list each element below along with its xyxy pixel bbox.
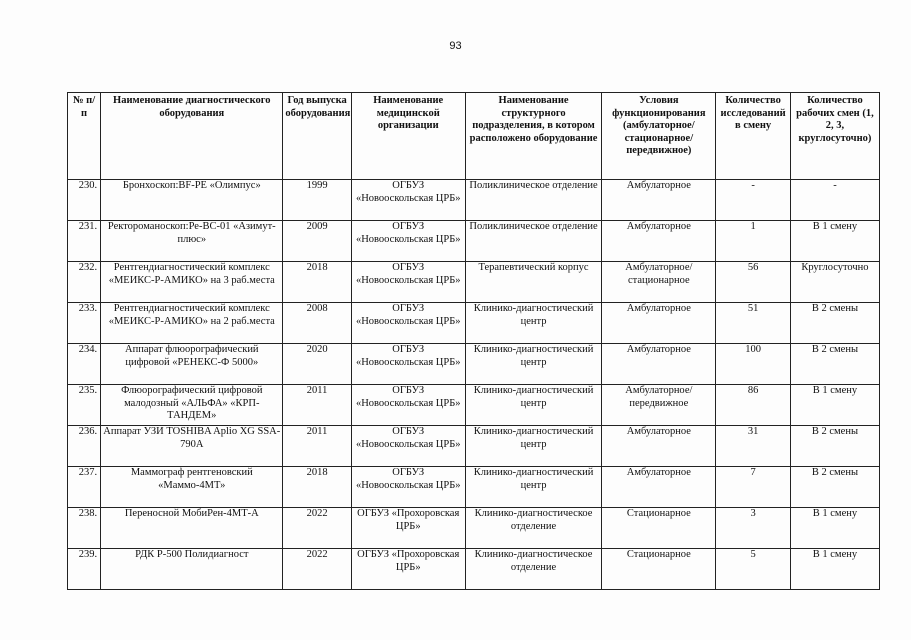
shifts: В 1 смену — [790, 221, 879, 262]
equipment-name: Ректороманоскоп:Ре-ВС-01 «Азимут-плюс» — [101, 221, 283, 262]
studies-per-shift: 56 — [716, 262, 791, 303]
organization: ОГБУЗ «Новооскольская ЦРБ» — [351, 344, 465, 385]
table-row — [68, 180, 880, 221]
page-number: 93 — [449, 40, 462, 52]
department: Клинико-диагностический центр — [465, 344, 602, 385]
studies-per-shift: 100 — [716, 344, 791, 385]
header-conditions: Условия функционирования (амбулаторное/ стационарное/ передвижное) — [602, 93, 716, 180]
row-number: 233. — [68, 303, 101, 344]
conditions: Амбулаторное — [602, 221, 716, 262]
shifts: Круглосуточно — [790, 262, 879, 303]
studies-per-shift: 5 — [716, 549, 791, 590]
conditions: Амбулаторное/ стационарное — [602, 262, 716, 303]
year: 2018 — [283, 262, 351, 303]
header-year: Год выпуска оборудования — [283, 93, 351, 180]
shifts: В 1 смену — [790, 549, 879, 590]
shifts: В 2 смены — [790, 467, 879, 508]
studies-per-shift: 31 — [716, 426, 791, 467]
conditions: Амбулаторное — [602, 303, 716, 344]
organization: ОГБУЗ «Новооскольская ЦРБ» — [351, 303, 465, 344]
table-row — [68, 467, 880, 508]
studies-per-shift: 51 — [716, 303, 791, 344]
header-shifts: Количество рабочих смен (1, 2, 3, круглосуточно) — [790, 93, 879, 180]
table-row — [68, 549, 880, 590]
conditions: Стационарное — [602, 508, 716, 549]
organization: ОГБУЗ «Новооскольская ЦРБ» — [351, 180, 465, 221]
organization: ОГБУЗ «Новооскольская ЦРБ» — [351, 262, 465, 303]
year: 2018 — [283, 467, 351, 508]
table-row — [68, 344, 880, 385]
year: 2020 — [283, 344, 351, 385]
year: 2011 — [283, 426, 351, 467]
table-row — [68, 262, 880, 303]
conditions: Амбулаторное — [602, 467, 716, 508]
shifts: В 1 смену — [790, 508, 879, 549]
row-number: 234. — [68, 344, 101, 385]
shifts: - — [790, 180, 879, 221]
equipment-table — [67, 92, 880, 590]
department: Терапевтический корпус — [465, 262, 602, 303]
table-row — [68, 385, 880, 426]
organization: ОГБУЗ «Новооскольская ЦРБ» — [351, 467, 465, 508]
year: 2008 — [283, 303, 351, 344]
equipment-name: Бронхоскоп:BF-PE «Олимпус» — [101, 180, 283, 221]
row-number: 238. — [68, 508, 101, 549]
equipment-name: Флюорографический цифровой малодозный «АЛЬФА» «КРП-ТАНДЕМ» — [101, 385, 283, 426]
conditions: Амбулаторное — [602, 180, 716, 221]
row-number: 232. — [68, 262, 101, 303]
header-equipment-name: Наименование диагностического оборудования — [101, 93, 283, 180]
shifts: В 1 смену — [790, 385, 879, 426]
conditions: Амбулаторное — [602, 344, 716, 385]
row-number: 230. — [68, 180, 101, 221]
department: Клинико-диагностический центр — [465, 426, 602, 467]
table-header-row — [68, 93, 880, 180]
conditions: Амбулаторное/ передвижное — [602, 385, 716, 426]
year: 2009 — [283, 221, 351, 262]
organization: ОГБУЗ «Прохоровская ЦРБ» — [351, 549, 465, 590]
shifts: В 2 смены — [790, 344, 879, 385]
row-number: 235. — [68, 385, 101, 426]
header-number: № п/п — [68, 93, 101, 180]
header-department: Наименование структурного подразделения, в котором расположено оборудование — [465, 93, 602, 180]
table-row — [68, 303, 880, 344]
studies-per-shift: - — [716, 180, 791, 221]
header-studies-per-shift: Количество исследований в смену — [716, 93, 791, 180]
row-number: 239. — [68, 549, 101, 590]
equipment-name: Рентгендиагностический комплекс «МЕИКС-Р-АМИКО» на 3 раб.места — [101, 262, 283, 303]
department: Клинико-диагностический центр — [465, 385, 602, 426]
row-number: 237. — [68, 467, 101, 508]
department: Клинико-диагностический центр — [465, 467, 602, 508]
row-number: 236. — [68, 426, 101, 467]
table-row — [68, 508, 880, 549]
department: Клинико-диагностическое отделение — [465, 508, 602, 549]
equipment-name: Аппарат флюорографический цифровой «РЕНЕКС-Ф 5000» — [101, 344, 283, 385]
row-number: 231. — [68, 221, 101, 262]
year: 2022 — [283, 549, 351, 590]
organization: ОГБУЗ «Новооскольская ЦРБ» — [351, 426, 465, 467]
department: Клинико-диагностическое отделение — [465, 549, 602, 590]
header-organization: Наименование медицинской организации — [351, 93, 465, 180]
studies-per-shift: 3 — [716, 508, 791, 549]
equipment-name: РДК Р-500 Полидиагност — [101, 549, 283, 590]
conditions: Амбулаторное — [602, 426, 716, 467]
equipment-name: Рентгендиагностический комплекс «МЕИКС-Р-АМИКО» на 2 раб.места — [101, 303, 283, 344]
table-row — [68, 426, 880, 467]
organization: ОГБУЗ «Прохоровская ЦРБ» — [351, 508, 465, 549]
department: Поликлиническое отделение — [465, 180, 602, 221]
table-row — [68, 221, 880, 262]
year: 2011 — [283, 385, 351, 426]
department: Поликлиническое отделение — [465, 221, 602, 262]
studies-per-shift: 86 — [716, 385, 791, 426]
equipment-name: Маммограф рентгеновский «Маммо-4МТ» — [101, 467, 283, 508]
studies-per-shift: 1 — [716, 221, 791, 262]
shifts: В 2 смены — [790, 426, 879, 467]
equipment-name: Аппарат УЗИ TOSHIBA Aplio XG SSA-790A — [101, 426, 283, 467]
equipment-name: Переносной МобиРен-4МТ-А — [101, 508, 283, 549]
shifts: В 2 смены — [790, 303, 879, 344]
organization: ОГБУЗ «Новооскольская ЦРБ» — [351, 385, 465, 426]
year: 2022 — [283, 508, 351, 549]
organization: ОГБУЗ «Новооскольская ЦРБ» — [351, 221, 465, 262]
conditions: Стационарное — [602, 549, 716, 590]
department: Клинико-диагностический центр — [465, 303, 602, 344]
studies-per-shift: 7 — [716, 467, 791, 508]
year: 1999 — [283, 180, 351, 221]
